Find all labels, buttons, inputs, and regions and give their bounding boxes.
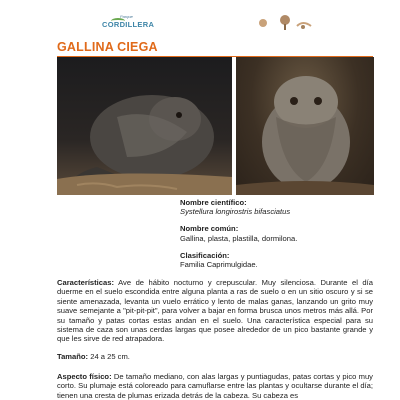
size-paragraph	[57, 352, 373, 361]
classification-label: Clasificación:	[180, 250, 230, 260]
park-logo	[102, 14, 162, 34]
physical-label: Aspecto físico:	[57, 372, 112, 381]
scientific-name-value: Systellura longirostris bifasciatus	[180, 207, 291, 217]
species-info	[180, 198, 380, 269]
logo-text: CORDILLERA	[102, 20, 155, 29]
characteristics-text: Ave de hábito nocturno y crepuscular. Muy silenciosa. Durante el día duerme en el suelo escondida entre alguna planta a ras de suelo o en un sitio oscuro y si se siente amenazada, levanta un vuelo errático y lento de malas ganas, lanzando un grito muy suave semejante a "pit-pit-pit", para volver a bajar en forma brusca unos metros más allá. Por su tamaño y patas cortas estas andan en el suelo. Una característica especial para su sistema de caza son unas cerdas largas que posee alrededor de un pico bastante grande y que les sirve de red atrapadora.	[57, 278, 373, 344]
physical-text: De tamaño mediano, con alas largas y puntiagudas, patas cortas y pico muy corto. Su plumaje está coloreado para camuflarse entre las plantas y ocultarse durante el día; tienen una cresta de plumas erizada detrás de la cabeza. Su cabeza es	[57, 372, 373, 400]
size-label: Tamaño:	[57, 352, 89, 361]
classification-value: Familia Caprimulgidae.	[180, 260, 258, 270]
nightjar-front-photo	[236, 57, 374, 195]
characteristics-paragraph	[57, 278, 373, 344]
scientific-name-label: Nombre científico:	[180, 198, 247, 207]
page-header	[0, 0, 400, 38]
page-title: GALLINA CIEGA	[57, 40, 158, 54]
size-text: 24 a 25 cm.	[90, 352, 130, 361]
common-name-value: Gallina, plasta, plastilla, dormilona.	[180, 233, 298, 243]
logo-small-text: Parque	[120, 14, 133, 19]
landscape-decoration-icon	[255, 14, 315, 32]
nightjar-photo	[57, 57, 232, 195]
common-name-label: Nombre común:	[180, 224, 239, 234]
physical-paragraph	[57, 372, 373, 400]
characteristics-label: Características:	[57, 278, 114, 287]
